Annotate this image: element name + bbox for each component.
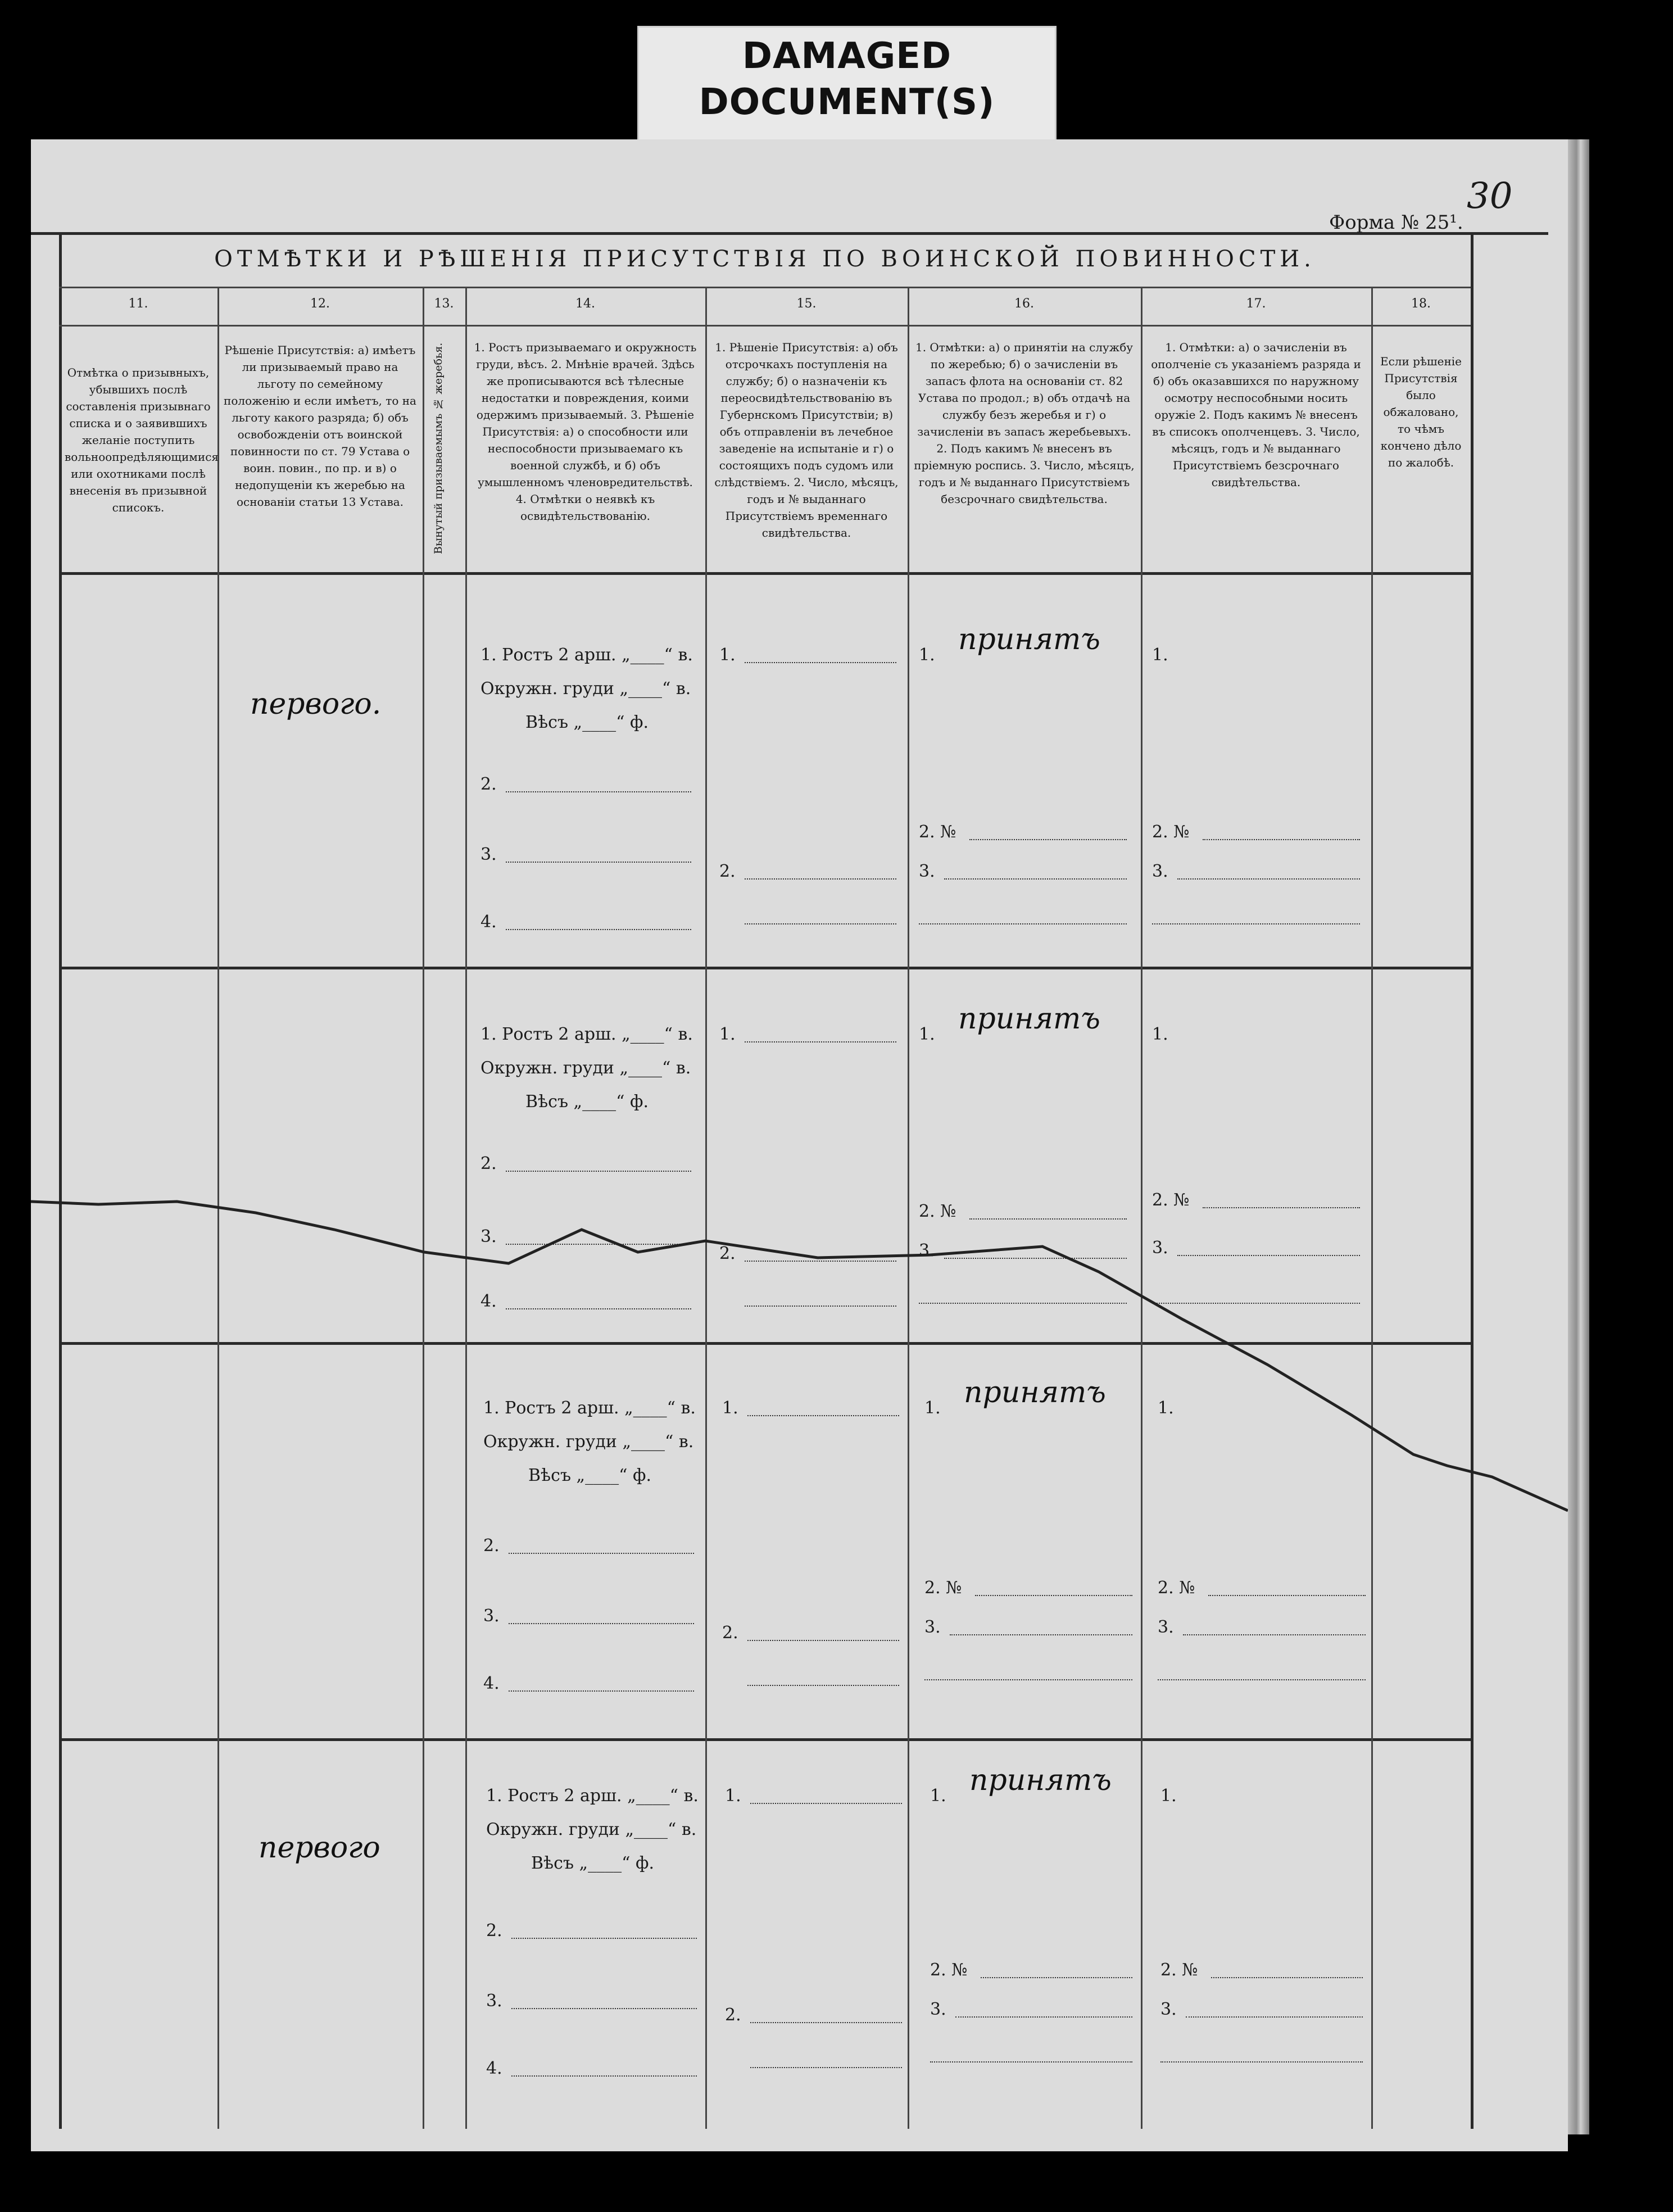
row-1-item-3-line: [506, 862, 691, 863]
row-2-col16-item-2: 2. №: [919, 1202, 956, 1221]
row-1-col17-item-3: 3.: [1152, 862, 1168, 881]
col-17-number: 17.: [1246, 297, 1266, 311]
row-4-col16-item-1: 1.: [930, 1786, 946, 1806]
row-3-item-2: 2.: [483, 1536, 500, 1556]
row-3-col17-line-3: [1183, 1634, 1366, 1635]
col-13-number: 13.: [434, 297, 454, 311]
row-3-col16-handwriting: принятъ: [964, 1376, 1106, 1409]
col-12-description: Рѣшеніе Присутствія: а) имѣетъ ли призываемый право на льготу по семейному положенію и если имѣетъ, то на льготу какого разряда; б) объ освобожденіи отъ воинской повинности по ст. 79 Устава о воин. повин., по пр. и в) о недопущеніи къ жеребью на основаніи статьи 13 Устава.: [224, 343, 416, 509]
ledger-page: [31, 139, 1568, 2151]
row-3-col16-item-1: 1.: [924, 1398, 941, 1418]
row-1-col16-item-2: 2. №: [919, 822, 956, 842]
row-2-item-4: 4.: [480, 1291, 497, 1311]
row-1-col16-line-2: [969, 839, 1127, 840]
row-1-col15-line-3: [745, 923, 896, 924]
title-bottom-line: [59, 287, 1471, 288]
row-3-ves-label: Вѣсъ „____“ ф.: [528, 1466, 651, 1485]
row-3-rost-label: 1. Ростъ 2 арш. „____“ в.: [483, 1398, 696, 1418]
row-2-ves-label: Вѣсъ „____“ ф.: [525, 1092, 649, 1112]
row-3-bottom-line: [59, 1738, 1471, 1741]
row-3-item-2-line: [509, 1553, 694, 1554]
row-4-col15-item-2: 2.: [725, 2005, 741, 2025]
row-4-col16-line-2: [981, 1977, 1132, 1978]
row-1-col17-line-3: [1177, 878, 1360, 880]
row-1-rost-label: 1. Ростъ 2 арш. „____“ в.: [480, 645, 693, 665]
row-4-col15-line-2: [750, 2022, 902, 2023]
row-1-col15-item-2: 2.: [719, 862, 736, 881]
row-1-col15-line-1: [745, 662, 896, 663]
row-3-col16-item-2: 2. №: [924, 1578, 962, 1598]
colnum-bottom-line: [59, 325, 1471, 327]
row-2-col15-item-2: 2.: [719, 1244, 736, 1263]
row-2-col16-item-3: 3.: [919, 1241, 935, 1261]
sticker-line-2: DOCUMENT(S): [699, 81, 995, 123]
row-4-rost-label: 1. Ростъ 2 арш. „____“ в.: [486, 1786, 699, 1806]
row-2-col15-item-1: 1.: [719, 1025, 736, 1044]
row-3-col15-line-3: [747, 1685, 899, 1686]
row-2-col15-line-1: [745, 1041, 896, 1042]
row-1-col16-line-3: [944, 878, 1127, 880]
row-1-col16-handwriting: принятъ: [958, 623, 1100, 656]
row-3-col17-item-2: 2. №: [1158, 1578, 1195, 1598]
row-1-col12-handwriting: первого.: [250, 687, 382, 721]
row-2-col17-item-1: 1.: [1152, 1025, 1168, 1044]
col-13-description: Вынутый призываемымъ № жеребья.: [432, 342, 445, 555]
row-2-col17-item-3: 3.: [1152, 1238, 1168, 1258]
row-4-col17-item-3: 3.: [1160, 2000, 1177, 2019]
row-1-col16-line-4: [919, 923, 1127, 924]
row-3-grud-label: Окружн. груди „____“ в.: [483, 1432, 694, 1452]
row-3-col17-item-1: 1.: [1158, 1398, 1174, 1418]
row-1-col17-line-2: [1203, 839, 1360, 840]
row-4-item-2-line: [511, 1938, 697, 1939]
row-1-col15-item-1: 1.: [719, 645, 736, 665]
row-3-col17-line-2: [1208, 1595, 1366, 1596]
col-11-number: 11.: [128, 297, 148, 311]
sticker-line-1: DAMAGED: [742, 35, 952, 77]
row-1-grud-label: Окружн. груди „____“ в.: [480, 679, 691, 699]
row-3-col17-item-3: 3.: [1158, 1617, 1174, 1637]
row-4-item-4: 4.: [486, 2059, 502, 2078]
page-fold-edge: [1568, 139, 1589, 2134]
row-4-item-3: 3.: [486, 1991, 502, 2011]
row-3-col15-item-1: 1.: [722, 1398, 738, 1418]
row-3-item-3-line: [509, 1623, 694, 1624]
row-1-bottom-line: [59, 967, 1471, 969]
frame-top-line: [31, 232, 1548, 235]
row-4-ves-label: Вѣсъ „____“ ф.: [531, 1853, 654, 1873]
row-4-col16-line-4: [930, 2061, 1132, 2063]
row-2-item-3: 3.: [480, 1227, 497, 1246]
row-2-col16-handwriting: принятъ: [958, 1002, 1100, 1036]
row-4-col16-line-3: [955, 2016, 1132, 2018]
folio-number: 30: [1467, 175, 1513, 217]
col-11-description: Отмѣтка о призывныхъ, убывшихъ послѣ составленія призывнаго списка и о заявившихъ желаніе поступить вольноопредѣляющимися или охотниками послѣ внесенія въ призывной списокъ.: [65, 366, 219, 514]
row-3-col16-item-3: 3.: [924, 1617, 941, 1637]
row-4-col16-item-3: 3.: [930, 2000, 946, 2019]
row-3-item-4: 4.: [483, 1674, 500, 1693]
row-4-col17-line-3: [1186, 2016, 1363, 2018]
row-4-col16-handwriting: принятъ: [969, 1764, 1112, 1797]
col-15-number: 15.: [796, 297, 817, 311]
row-1-item-4: 4.: [480, 912, 497, 932]
row-3-col16-line-2: [975, 1595, 1132, 1596]
col-15-description: 1. Рѣшеніе Присутствія: а) объ отсрочкахъ поступленія на службу; б) о назначеніи къ переосвидѣтельствованію въ Губернскомъ Присутствіи; в) объ отправленіи въ лечебное заведеніе на испытаніе и г) о состоящихъ подъ судомъ или слѣдствіемъ. 2. Число, мѣсяцъ, годъ и № выданнаго Присутствіемъ временнаго свидѣтельства.: [714, 341, 899, 540]
paper-tear-line: [31, 1151, 1568, 1544]
damaged-document-sticker: [637, 26, 1057, 145]
col-12-number: 12.: [310, 297, 330, 311]
row-4-item-2: 2.: [486, 1921, 502, 1941]
row-2-grud-label: Окружн. груди „____“ в.: [480, 1058, 691, 1078]
row-1-item-3: 3.: [480, 845, 497, 864]
row-1-col17-item-1: 1.: [1152, 645, 1168, 665]
row-4-col15-item-1: 1.: [725, 1786, 741, 1806]
row-4-col17-line-4: [1160, 2061, 1363, 2063]
row-3-col15-line-2: [747, 1640, 899, 1641]
row-1-item-2-line: [506, 791, 691, 792]
col-18-number: 18.: [1411, 297, 1431, 311]
row-1-item-2: 2.: [480, 774, 497, 794]
row-2-col16-item-1: 1.: [919, 1025, 935, 1044]
form-number: Форма № 25¹.: [1329, 211, 1463, 234]
row-1-item-4-line: [506, 929, 691, 930]
row-1-col16-item-1: 1.: [919, 645, 935, 665]
row-3-item-3: 3.: [483, 1606, 500, 1626]
row-2-item-2: 2.: [480, 1154, 497, 1173]
col-14-description: 1. Ростъ призываемаго и окружность груди, вѣсъ. 2. Мнѣніе врачей. Здѣсь же прописываются всѣ тѣлесные недостатки и повреждения, коими одержимъ призываемый. 3. Рѣшеніе Присутствія: а) о способности или неспособности призываемаго къ военной службѣ, и б) объ умышленномъ членовредительствѣ. 4. Отмѣтки о неявкѣ къ освидѣтельствованію.: [474, 341, 697, 523]
row-4-col15-line-3: [750, 2067, 902, 2068]
col-14-number: 14.: [575, 297, 595, 311]
row-3-col15-item-2: 2.: [722, 1623, 738, 1643]
row-3-col17-line-4: [1158, 1679, 1366, 1680]
row-4-col12-handwriting: первого: [259, 1831, 380, 1865]
row-4-col17-line-2: [1211, 1977, 1363, 1978]
row-3-col16-line-4: [924, 1679, 1132, 1680]
row-4-col17-item-1: 1.: [1160, 1786, 1177, 1806]
row-1-col16-item-3: 3.: [919, 862, 935, 881]
row-4-grud-label: Окружн. груди „____“ в.: [486, 1820, 697, 1839]
row-4-item-4-line: [511, 2075, 697, 2077]
row-4-col17-item-2: 2. №: [1160, 1960, 1198, 1980]
row-1-col17-item-2: 2. №: [1152, 822, 1190, 842]
row-2-col17-item-2: 2. №: [1152, 1190, 1190, 1210]
col-16-description: 1. Отмѣтки: а) о принятіи на службу по жеребью; б) о зачисленіи въ запасъ флота на основаніи ст. 82 Устава по продол.; в) объ отдачѣ на службу безъ жеребья и г) о зачисленіи въ запасъ жеребьевыхъ. 2. Подъ какимъ № внесенъ въ пріемную роспись. 3. Число, мѣсяцъ, годъ и № выданнаго Присутствіемъ безсрочнаго свидѣтельства.: [914, 341, 1135, 506]
row-3-item-4-line: [509, 1690, 694, 1692]
header-bottom-line: [59, 572, 1471, 575]
row-4-item-3-line: [511, 2008, 697, 2009]
row-2-rost-label: 1. Ростъ 2 арш. „____“ в.: [480, 1025, 693, 1044]
row-1-col15-line-2: [745, 878, 896, 880]
col-17-description: 1. Отмѣтки: а) о зачисленіи въ ополченіе съ указаніемъ разряда и б) объ оказавшихся по наружному осмотру неспособными носить оружіе 2. Подъ какимъ № внесенъ въ списокъ ополченцевъ. 3. Число, мѣсяцъ, годъ и № выданнаго Присутствіемъ безсрочнаго свидѣтельства.: [1151, 341, 1361, 489]
row-4-col15-line-1: [750, 1803, 902, 1804]
row-4-col16-item-2: 2. №: [930, 1960, 968, 1980]
col-16-number: 16.: [1014, 297, 1034, 311]
row-1-ves-label: Вѣсъ „____“ ф.: [525, 713, 649, 732]
table-title: ОТМѢТКИ И РѢШЕНІЯ ПРИСУТСТВІЯ ПО ВОИНСКОЙ ПОВИННОСТИ.: [214, 246, 1316, 272]
col-18-description: Если рѣшеніе Присутствія было обжаловано, то чѣмъ кончено дѣло по жалобѣ.: [1380, 355, 1462, 469]
row-3-col16-line-3: [950, 1634, 1132, 1635]
row-1-col17-line-4: [1152, 923, 1360, 924]
